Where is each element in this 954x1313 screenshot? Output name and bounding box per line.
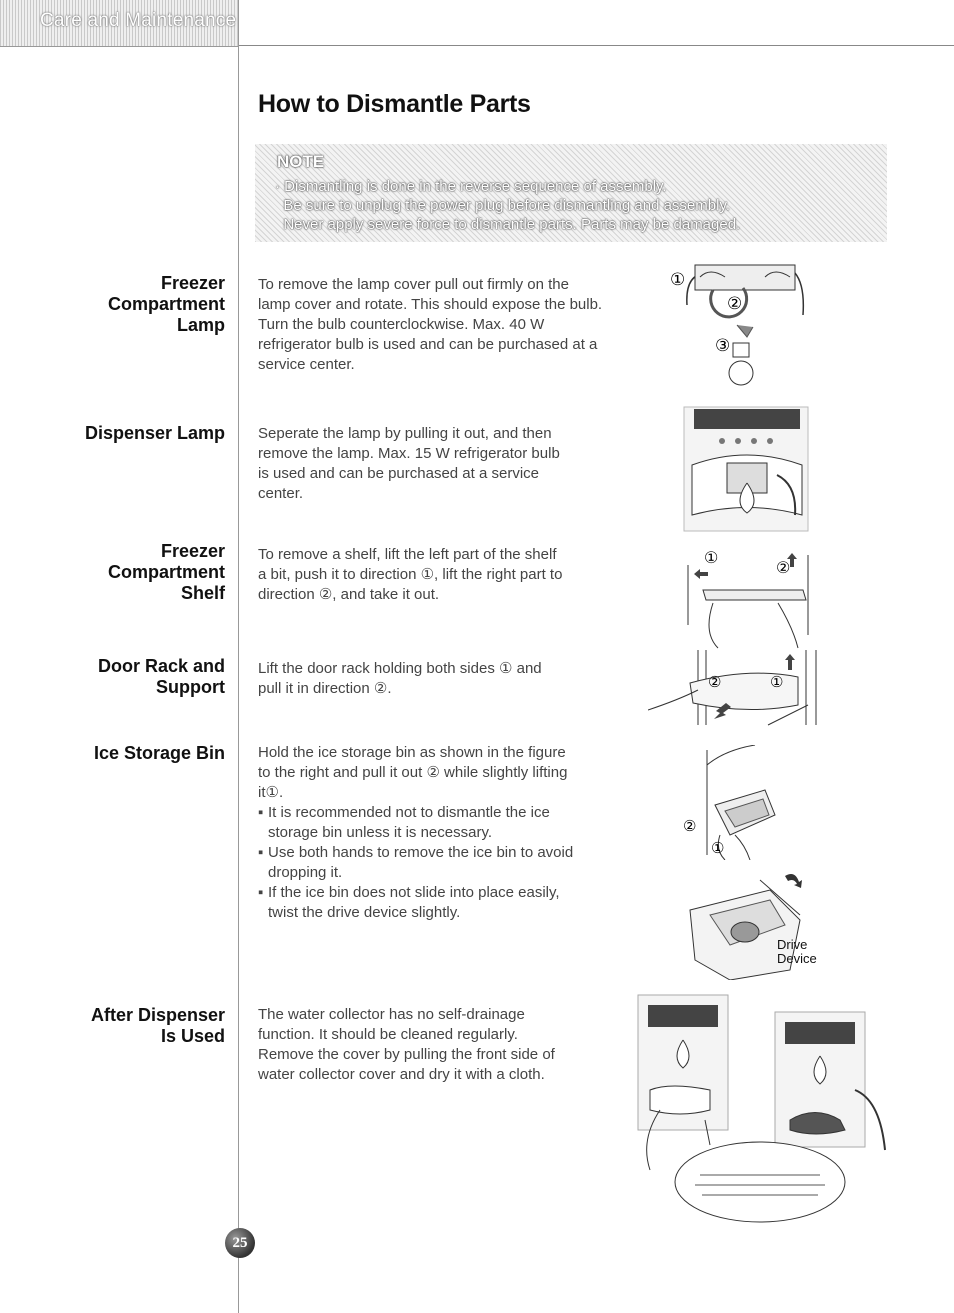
section-text-door-rack: Lift the door rack holding both sides ① and pull it in direction ②.	[258, 660, 542, 697]
margin-rule	[238, 0, 239, 1313]
drive-device-label: Drive Device	[777, 937, 817, 966]
section-label-freezer-lamp: Freezer Compartment Lamp	[107, 273, 225, 335]
lamp-marker-2: ②	[727, 294, 743, 313]
section-label-door-rack: Door Rack and Support	[97, 656, 225, 697]
note-line: Be sure to unplug the power plug before dismantling and assembly.	[275, 197, 730, 214]
section-label-dispenser-lamp: Dispenser Lamp	[84, 423, 225, 443]
ice-bin-figure	[675, 745, 795, 860]
freezer-shelf-figure	[668, 545, 818, 655]
header-rule	[238, 45, 954, 46]
shelf-marker-2: ②	[776, 560, 791, 577]
section-label-after-dispenser: After Dispenser Is Used	[90, 1005, 225, 1046]
section-label-ice-bin: Ice Storage Bin	[93, 743, 225, 763]
section-header-title: Care and Maintenance	[40, 10, 237, 31]
note-title: NOTE	[277, 152, 325, 171]
freezer-lamp-figure	[665, 255, 815, 395]
lamp-marker-3: ③	[715, 336, 731, 355]
bullet-item: ▪ If the ice bin does not slide into place easily, twist the drive device slightly.	[258, 884, 560, 921]
section-text-freezer-shelf: To remove a shelf, lift the left part of the shelf a bit, push it to direction ①, lift the right part to direction ②, and take it out.	[258, 546, 563, 603]
note-box	[255, 144, 887, 242]
bullet-item: ▪ Use both hands to remove the ice bin to avoid dropping it.	[258, 844, 574, 881]
page-number: 25	[225, 1228, 255, 1258]
door-rack-figure	[648, 645, 823, 730]
section-header-tab	[0, 0, 238, 47]
note-line: Never apply severe force to dismantle parts. Parts may be damaged.	[275, 216, 741, 233]
bin-marker-2: ②	[683, 818, 697, 835]
section-label-freezer-shelf: Freezer Compartment Shelf	[107, 541, 225, 603]
note-line: · Dismantling is done in the reverse sequence of assembly.	[275, 178, 667, 195]
page-title: How to Dismantle Parts	[258, 90, 531, 118]
section-text-dispenser-lamp: Seperate the lamp by pulling it out, and then remove the lamp. Max. 15 W refrigerator bulb is used and can be purchased at a service center.	[258, 425, 560, 502]
lamp-marker-1: ①	[670, 270, 686, 289]
section-text-after-dispenser: The water collector has no self-drainage function. It should be cleaned regularly. Remove the cover by pulling the front side of water collector cover and dry it with a cloth.	[258, 1006, 555, 1083]
bullet-item: ▪ It is recommended not to dismantle the ice storage bin unless it is necessary.	[258, 804, 550, 841]
rack-marker-1: ①	[770, 674, 784, 691]
dispenser-lamp-figure	[682, 405, 812, 535]
water-collector-figure	[630, 990, 900, 1230]
section-text-ice-bin: Hold the ice storage bin as shown in the figure to the right and pull it out ② while slightly lifting it①. ▪ It is recommended not to dismantle the ice storage bin unless it is necessary. ▪ Use both hands to remove the ice bin to avoid dropping it. ▪ If the ice bin does not slide into place easily, twist the drive device slightly.	[258, 743, 628, 923]
bin-marker-1: ①	[711, 840, 725, 857]
section-text-freezer-lamp: To remove the lamp cover pull out firmly on the lamp cover and rotate. This should expose the bulb. Turn the bulb counterclockwise. Max. 40 W refrigerator bulb is used and can be purchased at a service center.	[258, 276, 603, 373]
shelf-marker-1: ①	[704, 550, 719, 567]
rack-marker-2: ②	[708, 674, 722, 691]
